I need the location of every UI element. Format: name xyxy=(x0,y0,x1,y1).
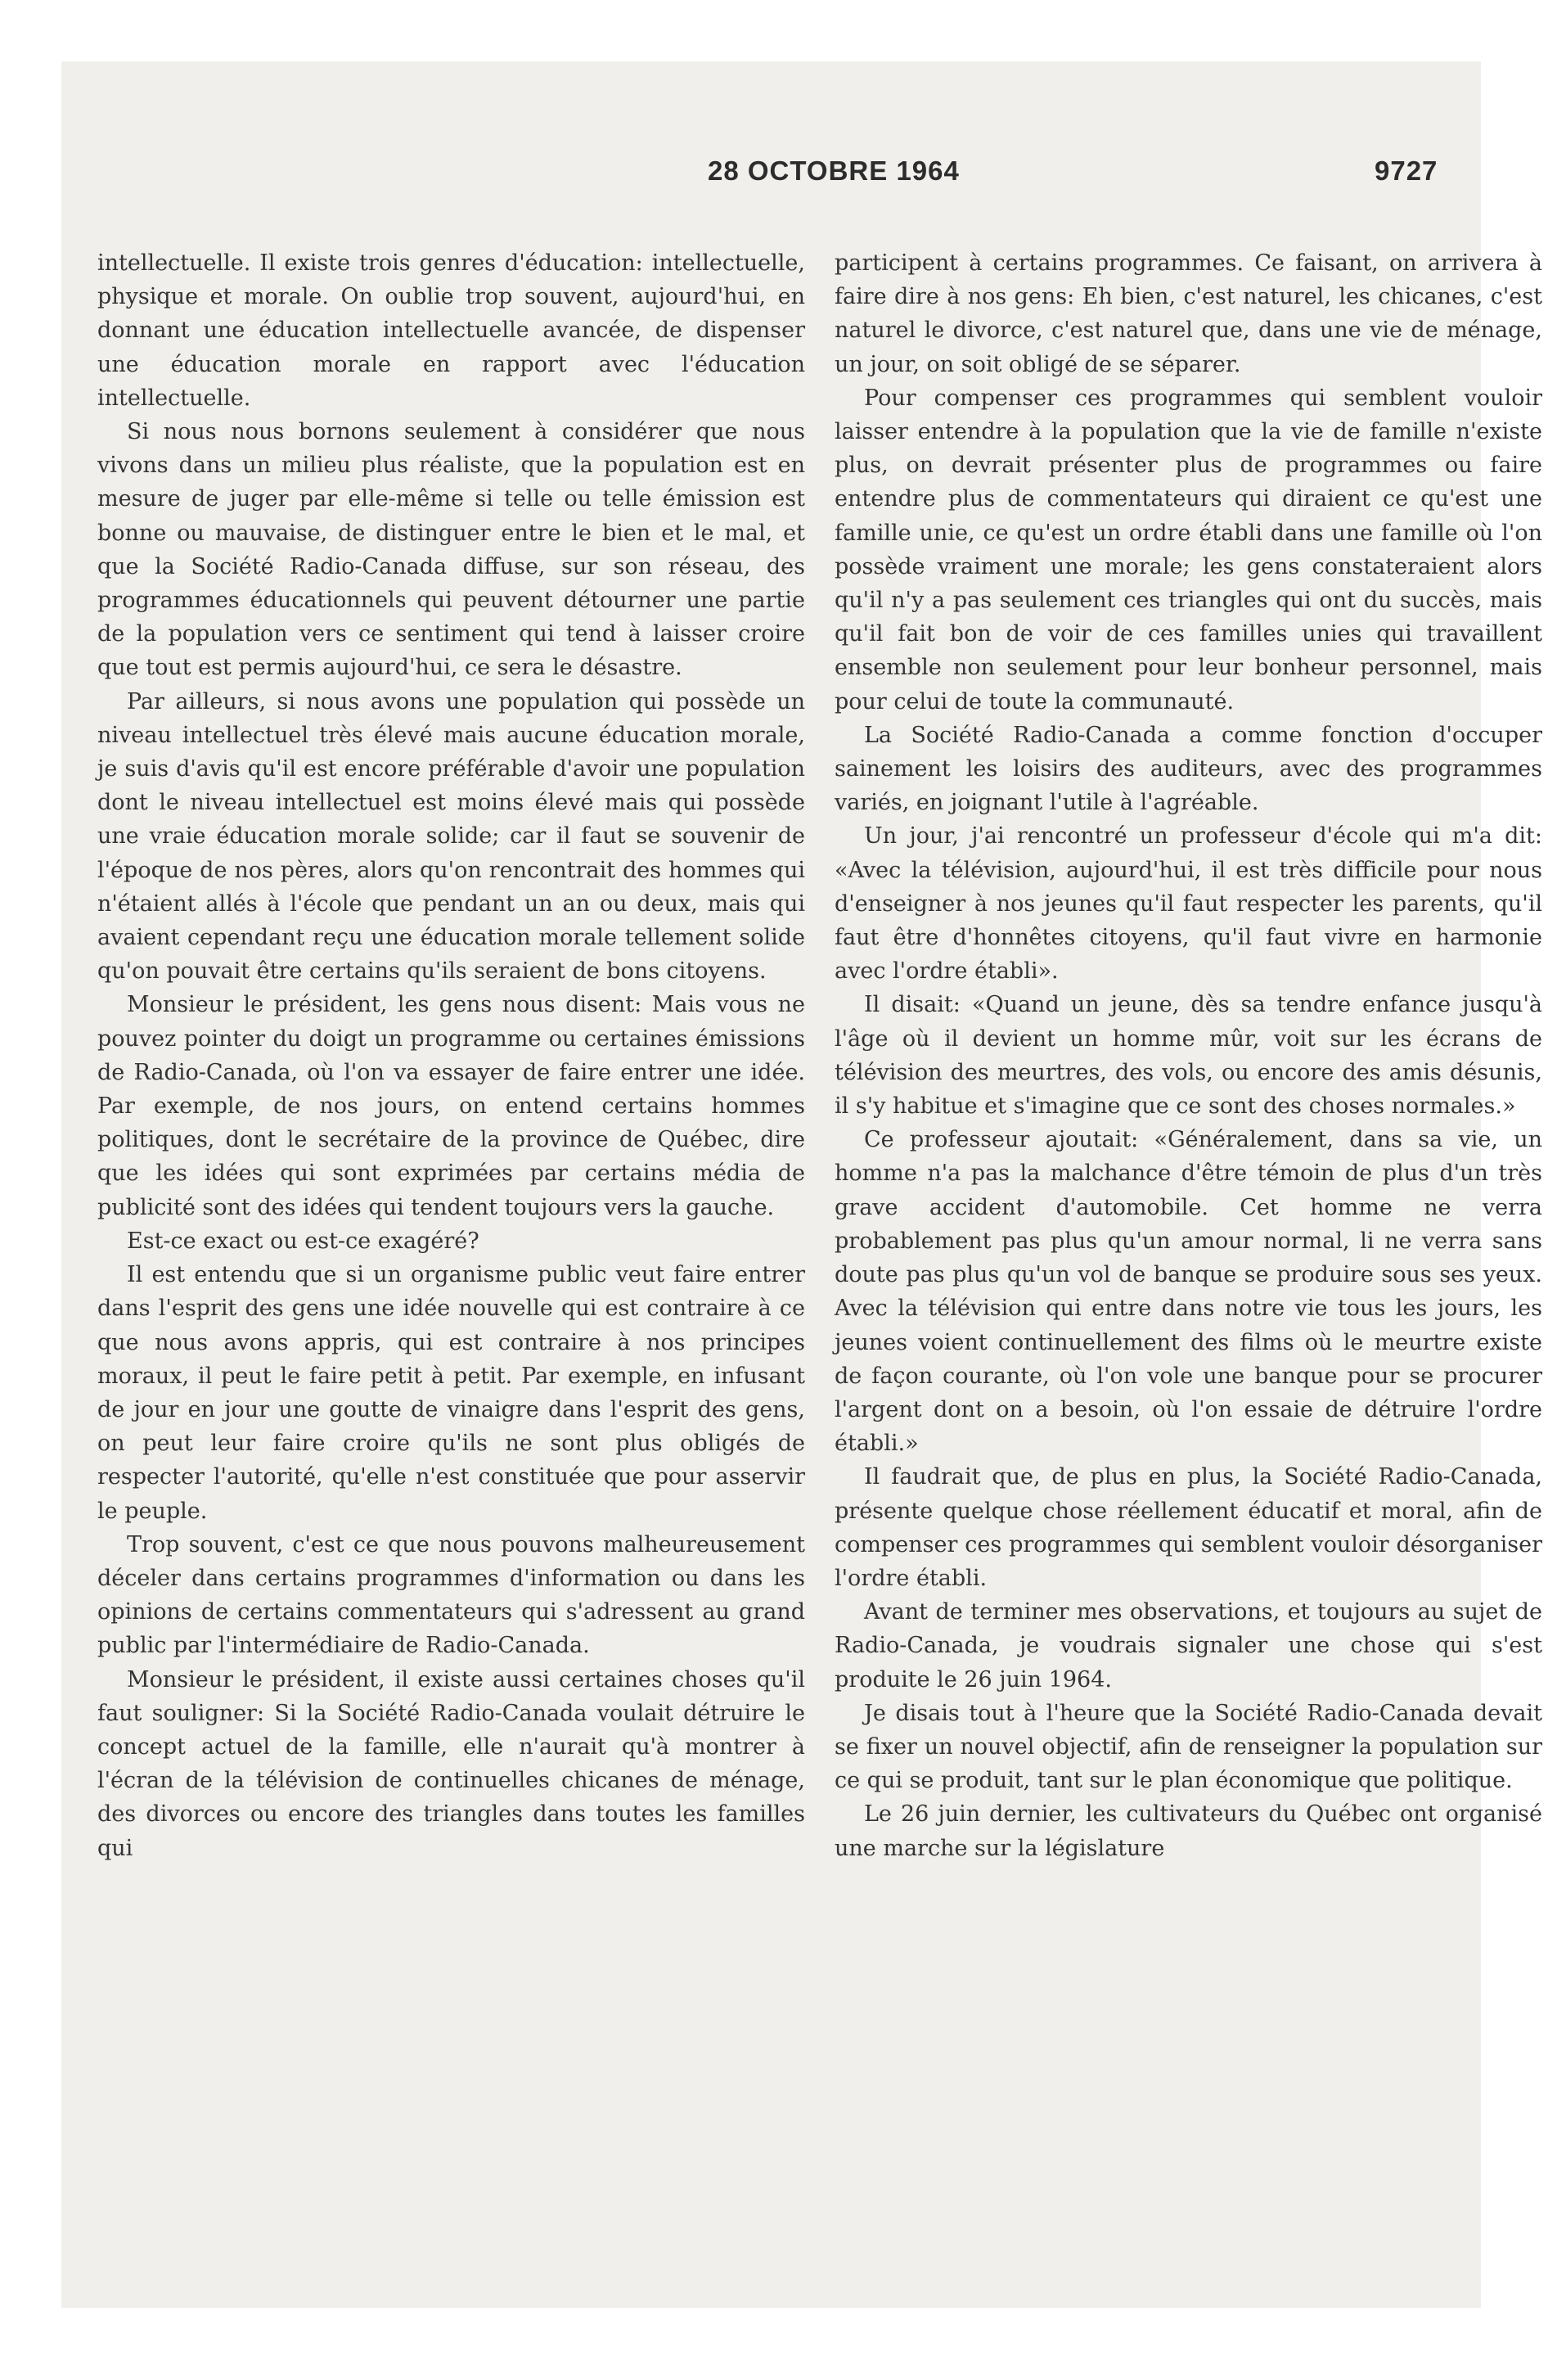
page-header xyxy=(61,147,1481,196)
paragraph: La Société Radio-Canada a comme fonction d'occuper sainement les loisirs des auditeurs, avec des programmes variés, en joignant l'utile à l'agréable. xyxy=(835,722,1542,816)
left-column xyxy=(97,246,805,1865)
paragraph: Avant de terminer mes observations, et toujours au sujet de Radio-Canada, je voudrais signaler une chose qui s'est produite le 26 juin 1964. xyxy=(835,1599,1542,1693)
paragraph: Ce professeur ajoutait: «Généralement, dans sa vie, un homme n'a pas la malchance d'être témoin de plus d'un très grave accident d'automobile. Cet homme ne verra probablement pas plus qu'un amour normal, li ne verra sans doute pas plus qu'un vol de banque se produire sous ses yeux. Avec la télévision qui entre dans notre vie tous les jours, les jeunes voient continuellement des films où le meurtre existe de façon courante, où l'on vole une banque pour se procurer l'argent dont on a besoin, où l'on essaie de détruire l'ordre établi.» xyxy=(835,1127,1542,1457)
header-page-number: 9727 xyxy=(1375,156,1438,186)
paragraph: Il disait: «Quand un jeune, dès sa tendre enfance jusqu'à l'âge où il devient un homme mûr, voit sur les écrans de télévision des meurtres, des vols, ou encore des amis désunis, il s'y habitue et s'imagine que ce sont des choses normales.» xyxy=(835,992,1542,1120)
paragraph: Est-ce exact ou est-ce exagéré? xyxy=(127,1228,479,1254)
paragraph: Il est entendu que si un organisme public veut faire entrer dans l'esprit des gens une idée nouvelle qui est contraire à ce que nous avons appris, qui est contraire à nos principes moraux, il peut le faire petit à petit. Par exemple, en infusant de jour en jour une goutte de vinaigre dans l'esprit des gens, on peut leur faire croire qu'ils ne sont plus obligés de respecter l'autorité, qu'elle n'est constituée que pour asservir le peuple. xyxy=(97,1262,805,1524)
paragraph: Un jour, j'ai rencontré un professeur d'école qui m'a dit: «Avec la télévision, aujourd'hui, il est très difficile pour nous d'enseigner à nos jeunes qu'il faut respecter les parents, qu'il faut être d'honnêtes citoyens, qu'il faut vivre en harmonie avec l'ordre établi». xyxy=(835,823,1542,985)
paragraph: Il faudrait que, de plus en plus, la Société Radio-Canada, présente quelque chose réellement éducatif et moral, afin de compenser ces programmes qui semblent vouloir désorganiser l'ordre établi. xyxy=(835,1464,1542,1591)
paragraph: intellectuelle. Il existe trois genres d'éducation: intellectuelle, physique et morale. On oublie trop souvent, aujourd'hui, en donnant une éducation intellectuelle avancée, de dispenser une éducation morale en rapport avec l'éducation intellectuelle. xyxy=(97,250,805,411)
paragraph: Si nous nous bornons seulement à considérer que nous vivons dans un milieu plus réaliste, que la population est en mesure de juger par elle-même si telle ou telle émission est bonne ou mauvaise, de distinguer entre le bien et le mal, et que la Société Radio-Canada diffuse, sur son réseau, des programmes éducationnels qui peuvent détourner une partie de la population vers ce sentiment qui tend à laisser croire que tout est permis aujourd'hui, ce sera le désastre. xyxy=(97,419,805,681)
paragraph: Pour compenser ces programmes qui semblent vouloir laisser entendre à la population que la vie de famille n'existe plus, on devrait présenter plus de programmes ou faire entendre plus de commentateurs qui diraient ce qu'est une famille unie, ce qu'est un ordre établi dans une famille où l'on possède vraiment une morale; les gens constateraient alors qu'il n'y a pas seulement ces triangles qui ont du succès, mais qu'il fait bon de voir de ces familles unies qui travaillent ensemble non seulement pour leur bonheur personnel, mais pour celui de toute la communauté. xyxy=(835,385,1542,714)
header-date: 28 OCTOBRE 1964 xyxy=(708,156,960,186)
scanned-page xyxy=(61,61,1542,2308)
paragraph: Monsieur le président, il existe aussi certaines choses qu'il faut souligner: Si la Société Radio-Canada voulait détruire le concept actuel de la famille, elle n'aurait qu'à montrer à l'écran de la télévision de continuelles chicanes de ménage, des divorces ou encore des triangles dans toutes les familles qui xyxy=(97,1666,805,1861)
right-column xyxy=(835,246,1542,1865)
paragraph: participent à certains programmes. Ce faisant, on arrivera à faire dire à nos gens: Eh bien, c'est naturel, les chicanes, c'est naturel le divorce, c'est naturel que, dans une vie de ménage, un jour, on soit obligé de se séparer. xyxy=(835,250,1542,377)
paragraph: Par ailleurs, si nous avons une population qui possède un niveau intellectuel très élevé mais aucune éducation morale, je suis d'avis qu'il est encore préférable d'avoir une population dont le niveau intellectuel est moins élevé mais qui possède une vraie éducation morale solide; car il faut se souvenir de l'époque de nos pères, alors qu'on rencontrait des hommes qui n'étaient allés à l'école que pendant un an ou deux, mais qui avaient cependant reçu une éducation morale tellement solide qu'on pouvait être certains qu'ils seraient de bons citoyens. xyxy=(97,688,805,985)
paragraph: Le 26 juin dernier, les cultivateurs du Québec ont organisé une marche sur la législature xyxy=(835,1801,1542,1861)
paragraph: Je disais tout à l'heure que la Société Radio-Canada devait se fixer un nouvel objectif, afin de renseigner la population sur ce qui se produit, tant sur le plan économique que politique. xyxy=(835,1700,1542,1794)
paragraph: Monsieur le président, les gens nous disent: Mais vous ne pouvez pointer du doigt un programme ou certaines émissions de Radio-Canada, où l'on va essayer de faire entrer une idée. Par exemple, de nos jours, on entend certains hommes politiques, dont le secrétaire de la province de Québec, dire que les idées qui sont exprimées par certains média de publicité sont des idées qui tendent toujours vers la gauche. xyxy=(97,992,805,1220)
paragraph: Trop souvent, c'est ce que nous pouvons malheureusement déceler dans certains programmes d'information ou dans les opinions de certains commentateurs qui s'adressent au grand public par l'intermédiaire de Radio-Canada. xyxy=(97,1531,805,1659)
